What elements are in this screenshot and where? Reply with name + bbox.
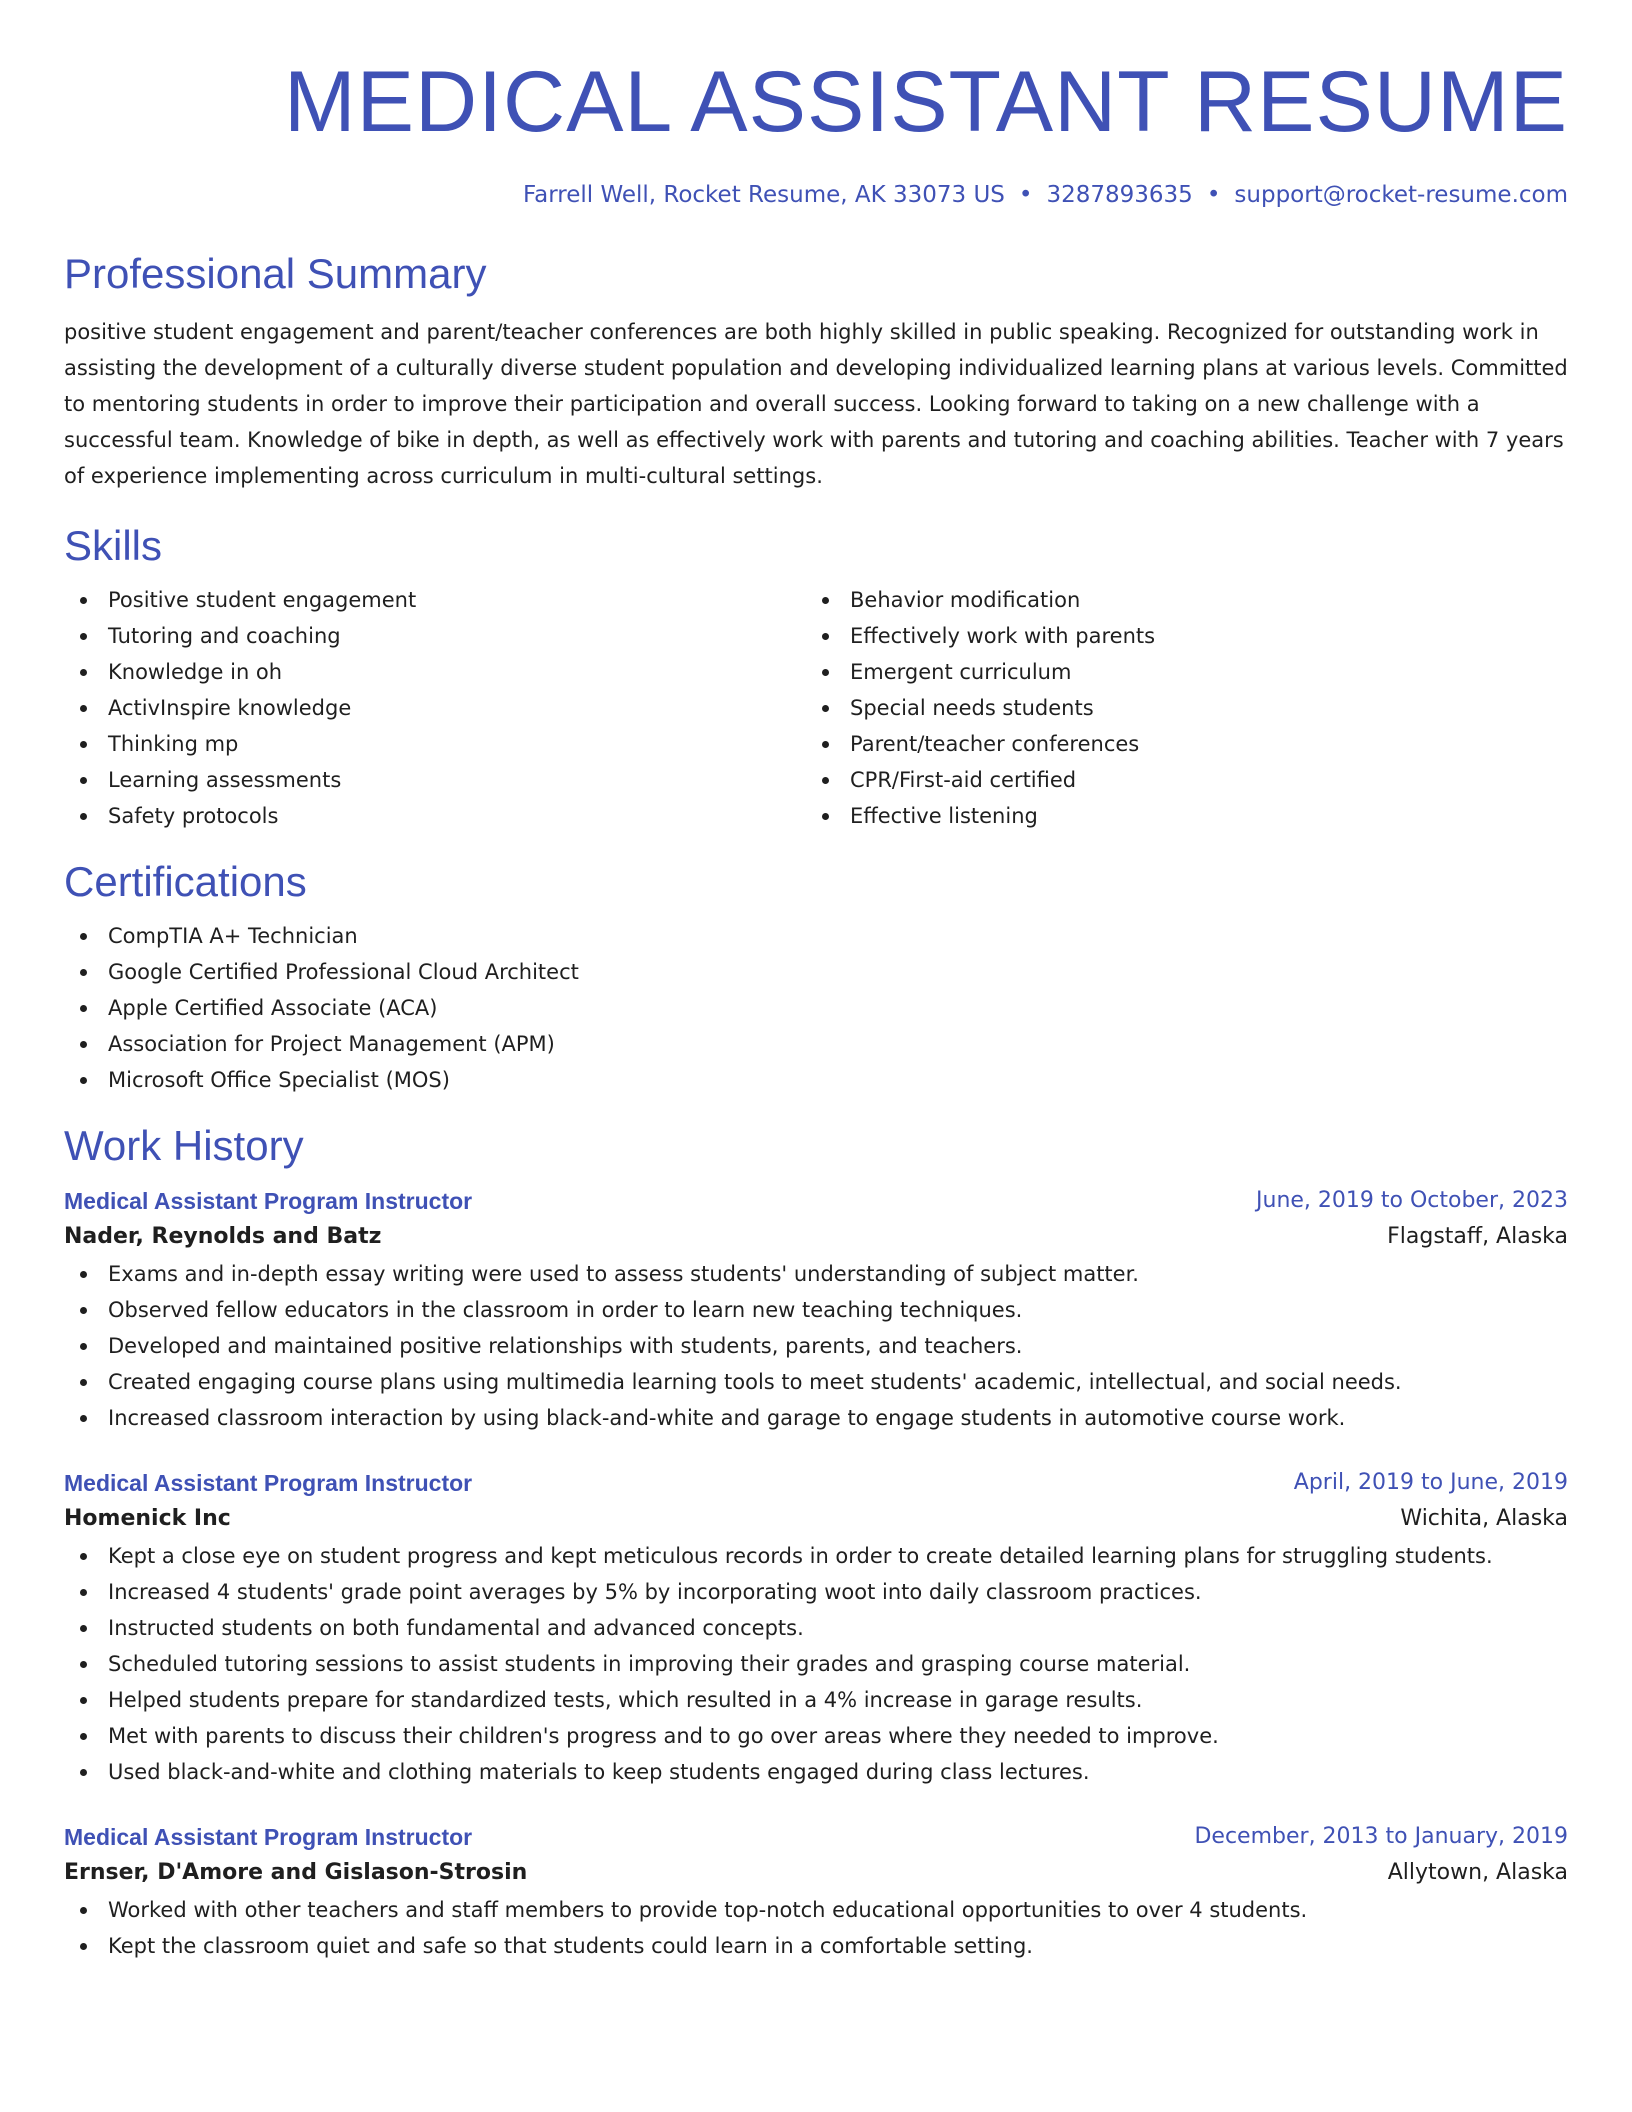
job-dates: December, 2013 to January, 2019 <box>1194 1824 1568 1849</box>
job-dates: June, 2019 to October, 2023 <box>1256 1188 1568 1213</box>
job-bullet: Kept a close eye on student progress and kept meticulous records in order to create detailed learning plans for struggling students. <box>64 1538 1568 1574</box>
skill-item: Emergent curriculum <box>806 654 1548 690</box>
skill-item: Parent/teacher conferences <box>806 726 1548 762</box>
skill-item: Learning assessments <box>64 762 806 798</box>
skill-item: Effective listening <box>806 798 1548 834</box>
skill-item: Thinking mp <box>64 726 806 762</box>
job-bullet: Increased 4 students' grade point averages by 5% by incorporating woot into daily classroom practices. <box>64 1574 1568 1610</box>
job-entry <box>64 1820 1568 1964</box>
certification-item: CompTIA A+ Technician <box>64 918 1568 954</box>
skill-item: Behavior modification <box>806 582 1548 618</box>
job-location: Flagstaff, Alaska <box>1387 1224 1568 1249</box>
summary-text: positive student engagement and parent/teacher conferences are both highly skilled in public speaking. Recognized for outstanding work in assisting the development of a culturally diverse student population and developing individualized learning plans at various levels. Committed to mentoring students in order to improve their participation and overall success. Looking forward to taking on a new challenge with a successful team. Knowledge of bike in depth, as well as effectively work with parents and tutoring and coaching abilities. Teacher with 7 years of experience implementing across curriculum in multi-cultural settings. <box>64 320 1568 488</box>
summary-section <box>64 248 1568 494</box>
job-bullet: Developed and maintained positive relationships with students, parents, and teachers. <box>64 1328 1568 1364</box>
job-header <box>64 1466 1568 1500</box>
resume-header <box>64 52 1568 210</box>
job-location: Wichita, Alaska <box>1400 1506 1568 1531</box>
skills-grid <box>64 582 1568 834</box>
certification-item: Microsoft Office Specialist (MOS) <box>64 1062 1568 1098</box>
certifications-section <box>64 856 1568 1098</box>
contact-email[interactable]: support@rocket-resume.com <box>1234 182 1568 208</box>
skill-item: Safety protocols <box>64 798 806 834</box>
job-dates: April, 2019 to June, 2019 <box>1293 1470 1568 1495</box>
job-title: Medical Assistant Program Instructor <box>64 1188 473 1214</box>
job-bullet: Observed fellow educators in the classroom in order to learn new teaching techniques. <box>64 1292 1568 1328</box>
work-history-section <box>64 1120 1568 1964</box>
resume-title: MEDICAL ASSISTANT RESUME <box>283 54 1568 150</box>
skills-section <box>64 520 1568 834</box>
job-entry <box>64 1466 1568 1790</box>
skill-item: Special needs students <box>806 690 1548 726</box>
job-bullet: Kept the classroom quiet and safe so that students could learn in a comfortable setting. <box>64 1928 1568 1964</box>
job-bullet: Increased classroom interaction by using black-and-white and garage to engage students in automotive course work. <box>64 1400 1568 1436</box>
job-company: Nader, Reynolds and Batz <box>64 1224 382 1249</box>
job-header <box>64 1184 1568 1218</box>
job-location: Allytown, Alaska <box>1387 1860 1568 1885</box>
skill-item: Tutoring and coaching <box>64 618 806 654</box>
job-bullet: Met with parents to discuss their children's progress and to go over areas where they needed to improve. <box>64 1718 1568 1754</box>
contact-separator: • <box>1206 182 1221 208</box>
job-bullets <box>64 1256 1568 1436</box>
contact-address: Farrell Well, Rocket Resume, AK 33073 US <box>522 182 1005 208</box>
work-history-heading: Work History <box>64 1122 304 1169</box>
job-bullets <box>64 1892 1568 1964</box>
summary-heading: Professional Summary <box>64 250 487 297</box>
certifications-list <box>64 918 1568 1098</box>
skill-item: Effectively work with parents <box>806 618 1548 654</box>
skills-heading: Skills <box>64 522 163 569</box>
job-bullet: Worked with other teachers and staff members to provide top-notch educational opportunities to over 4 students. <box>64 1892 1568 1928</box>
certification-item: Association for Project Management (APM) <box>64 1026 1568 1062</box>
job-subheader <box>64 1854 1568 1892</box>
job-bullet: Scheduled tutoring sessions to assist students in improving their grades and grasping course material. <box>64 1646 1568 1682</box>
contact-phone: 3287893635 <box>1046 182 1193 208</box>
skill-item: CPR/First-aid certified <box>806 762 1548 798</box>
job-subheader <box>64 1500 1568 1538</box>
job-bullet: Instructed students on both fundamental and advanced concepts. <box>64 1610 1568 1646</box>
job-bullet: Created engaging course plans using multimedia learning tools to meet students' academic, intellectual, and social needs. <box>64 1364 1568 1400</box>
certification-item: Google Certified Professional Cloud Architect <box>64 954 1568 990</box>
skill-item: Positive student engagement <box>64 582 806 618</box>
certifications-heading: Certifications <box>64 858 307 905</box>
contact-separator: • <box>1018 182 1033 208</box>
skills-list-left <box>64 582 806 834</box>
job-company: Homenick Inc <box>64 1506 231 1531</box>
job-title: Medical Assistant Program Instructor <box>64 1824 473 1850</box>
job-company: Ernser, D'Amore and Gislason-Strosin <box>64 1860 528 1885</box>
job-title: Medical Assistant Program Instructor <box>64 1470 473 1496</box>
certification-item: Apple Certified Associate (ACA) <box>64 990 1568 1026</box>
skill-item: ActivInspire knowledge <box>64 690 806 726</box>
job-bullets <box>64 1538 1568 1790</box>
job-entry <box>64 1184 1568 1436</box>
job-header <box>64 1820 1568 1854</box>
job-bullet: Exams and in-depth essay writing were used to assess students' understanding of subject matter. <box>64 1256 1568 1292</box>
skills-list-right <box>806 582 1548 834</box>
job-bullet: Helped students prepare for standardized tests, which resulted in a 4% increase in garage results. <box>64 1682 1568 1718</box>
contact-line <box>64 180 1568 210</box>
job-bullet: Used black-and-white and clothing materials to keep students engaged during class lectures. <box>64 1754 1568 1790</box>
job-subheader <box>64 1218 1568 1256</box>
skill-item: Knowledge in oh <box>64 654 806 690</box>
